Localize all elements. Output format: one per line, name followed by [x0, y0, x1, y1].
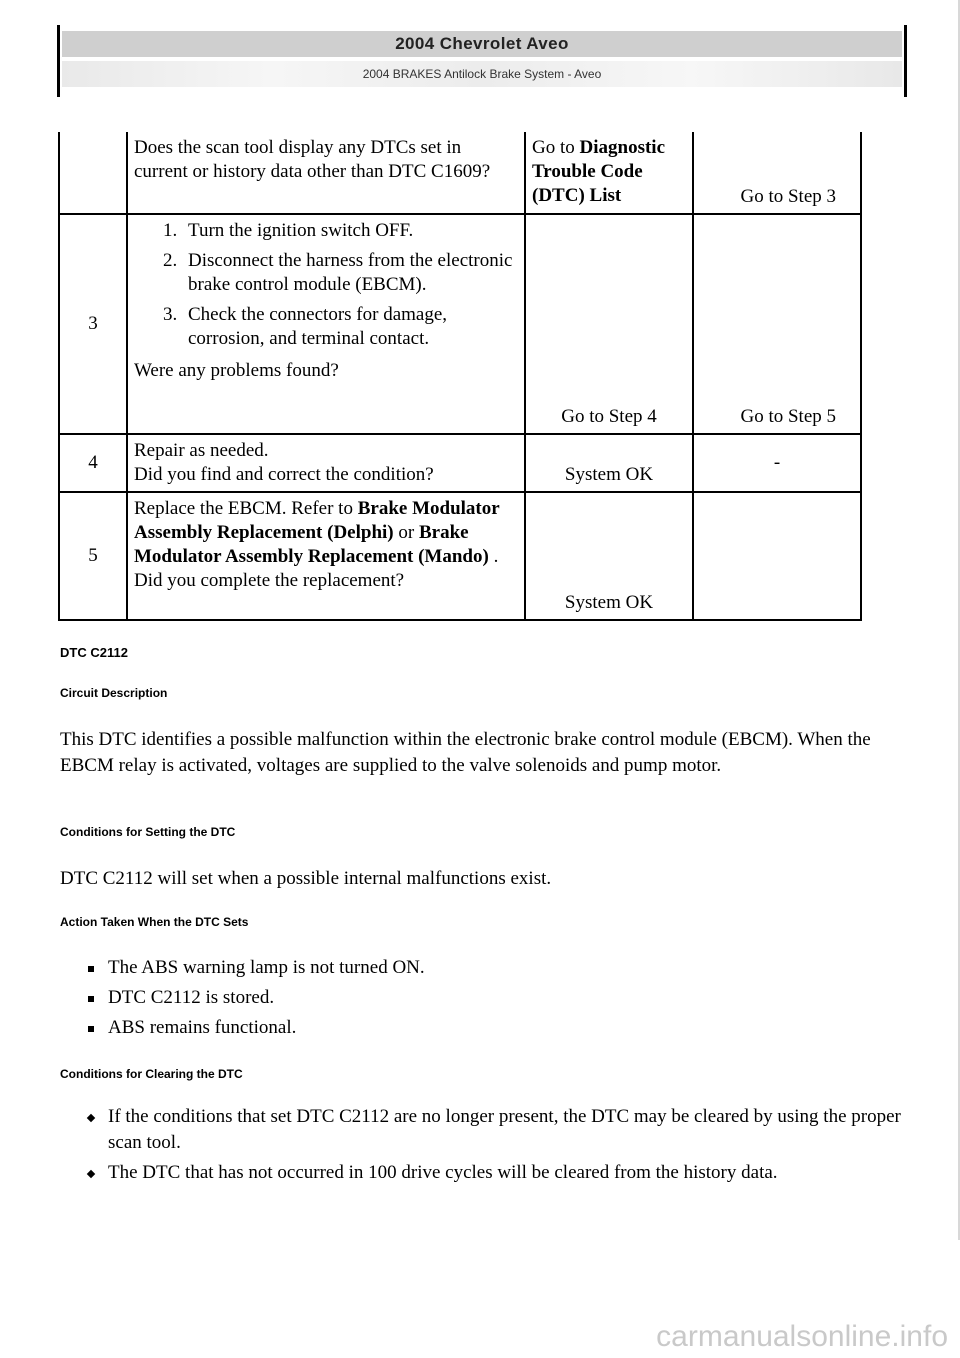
- action-end: .: [488, 546, 499, 567]
- list-item: The ABS warning lamp is not turned ON.: [88, 955, 908, 981]
- action-cell: [127, 132, 525, 214]
- list-item: DTC C2112 is stored.: [88, 985, 908, 1011]
- go-to-step-4-link[interactable]: Go to Step 4: [561, 406, 657, 427]
- no-text[interactable]: Go to Step 3: [740, 186, 836, 207]
- table-row: [59, 214, 861, 434]
- circuit-description-text: This DTC identifies a possible malfunction within the electronic brake control module (EBCM). When the EBCM relay is activated, voltages are supplied to the valve solenoids and pump motor.: [60, 729, 871, 776]
- dtc-heading: DTC C2112: [60, 645, 128, 660]
- action-taken-list: [88, 955, 908, 1045]
- action-text: [134, 497, 518, 569]
- yes-prefix: Go to: [532, 137, 580, 158]
- step-instruction-list: [134, 219, 518, 351]
- yes-cell: [525, 214, 693, 434]
- action-taken-heading: Action Taken When the DTC Sets: [60, 915, 249, 929]
- delphi-replacement-link[interactable]: Brake Modulator Assembly Replacement (Delphi): [134, 498, 500, 543]
- yes-cell: [525, 492, 693, 620]
- go-to-step-5-link[interactable]: Go to Step 5: [740, 406, 836, 427]
- step-question: Did you complete the replacement?: [134, 570, 405, 591]
- header-subtitle: 2004 BRAKES Antilock Brake System - Aveo: [62, 61, 902, 87]
- list-item: ABS remains functional.: [88, 1015, 908, 1041]
- table-row: [59, 434, 861, 492]
- footer-watermark: carmanualsonline.info: [656, 1320, 948, 1353]
- action-cell: [127, 214, 525, 434]
- table-row: [59, 132, 861, 214]
- action-text: Does the scan tool display any DTCs set in current or history data other than DTC C1609?: [134, 137, 491, 182]
- step-number-cell: [59, 132, 127, 214]
- step-number: 3: [59, 214, 127, 434]
- list-item: If the conditions that set DTC C2112 are no longer present, the DTC may be cleared by using the proper scan tool.: [88, 1104, 908, 1156]
- yes-cell: [525, 434, 693, 492]
- action-cell: [127, 492, 525, 620]
- yes-cell: [525, 132, 693, 214]
- step-question: Did you find and correct the condition?: [134, 464, 434, 485]
- clearing-conditions-heading: Conditions for Clearing the DTC: [60, 1067, 243, 1081]
- table-row: [59, 492, 861, 620]
- list-item: 3. Check the connectors for damage, corrosion, and terminal contact.: [182, 303, 518, 351]
- action-cell: [127, 434, 525, 492]
- circuit-description-heading: Circuit Description: [60, 686, 168, 700]
- action-or: or: [393, 522, 419, 543]
- clearing-conditions-list: [88, 1104, 908, 1190]
- header-title: 2004 Chevrolet Aveo: [62, 31, 902, 57]
- list-item: The DTC that has not occurred in 100 drive cycles will be cleared from the history data.: [88, 1160, 908, 1186]
- header-left-rule: [57, 25, 60, 97]
- no-cell: [693, 492, 861, 620]
- dtc-list-link[interactable]: Diagnostic Trouble Code (DTC) List: [532, 137, 665, 206]
- action-prefix: Replace the EBCM. Refer to: [134, 498, 358, 519]
- no-text: -: [773, 452, 781, 473]
- no-cell: [693, 132, 861, 214]
- system-ok-text: System OK: [564, 592, 654, 613]
- list-item: 2. Disconnect the harness from the electronic brake control module (EBCM).: [182, 249, 518, 297]
- list-item: 1. Turn the ignition switch OFF.: [182, 219, 518, 243]
- action-text: Repair as needed.: [134, 440, 269, 461]
- step-question: Were any problems found?: [134, 360, 339, 381]
- document-header: [57, 25, 907, 97]
- setting-conditions-heading: Conditions for Setting the DTC: [60, 825, 236, 839]
- diagnostic-step-table: [58, 132, 862, 621]
- system-ok-text: System OK: [564, 464, 654, 485]
- setting-conditions-text: DTC C2112 will set when a possible internal malfunctions exist.: [60, 868, 552, 889]
- no-cell: [693, 214, 861, 434]
- header-right-rule: [904, 25, 907, 97]
- no-cell: [693, 434, 861, 492]
- mando-replacement-link[interactable]: Brake Modulator Assembly Replacement (Mando): [134, 522, 489, 567]
- step-number: 4: [59, 434, 127, 492]
- step-number: 5: [59, 492, 127, 620]
